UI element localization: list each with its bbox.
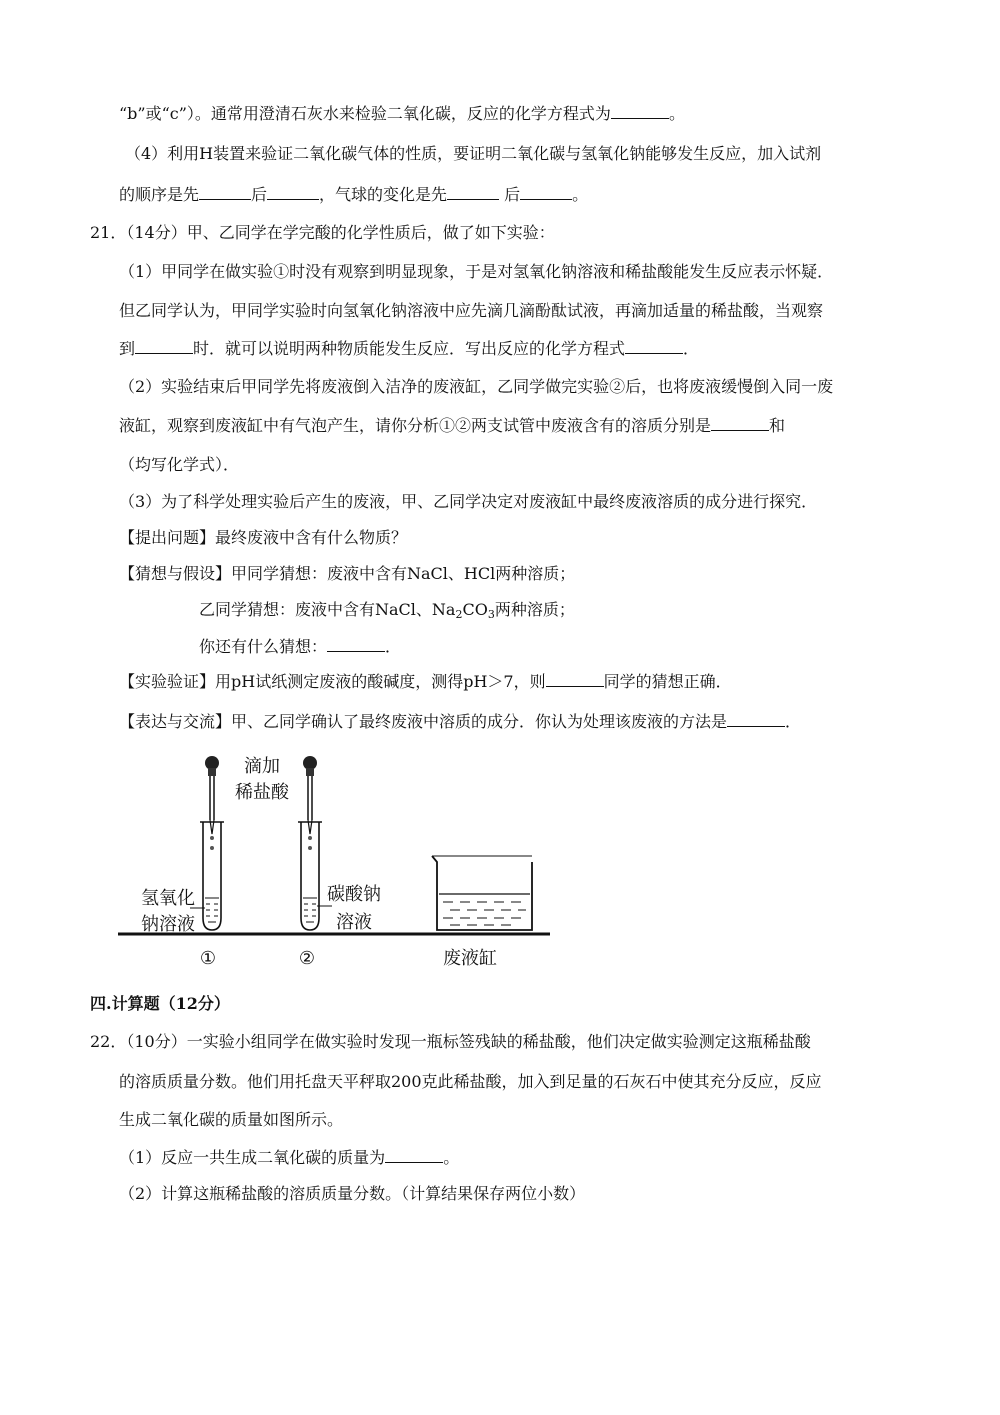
drop-label-1: 滴加: [244, 756, 280, 777]
hypothesis-yi: 乙同学猜想：废液中含有NaCl、$Na_2CO_3$两种溶质；: [199, 600, 575, 621]
question-21-header: 21．（14分）甲、乙同学在学完酸的化学性质后，做了如下实验：: [90, 223, 555, 242]
question-4-line-1: （4）利用H装置来验证二氧化碳气体的性质，要证明二氧化碳与氢氧化钠能够发生反应，加入试剂: [125, 144, 822, 163]
hypothesis-other: 你还有什么猜想： ．: [199, 637, 402, 656]
question-4-line-2: 的顺序是先 后 ，气球的变化是先 后 。: [119, 185, 589, 204]
experiment-verification: 【实验验证】用pH试纸测定废液的酸碱度，测得pH＞7，则 同学的猜想正确．: [119, 672, 732, 691]
question-21-part3: （3）为了科学处理实验后产生的废液，甲、乙同学决定对废液缸中最终废液溶质的成分进行探究．: [119, 492, 818, 511]
answer-blank[interactable]: [135, 339, 193, 354]
ask-question: 【提出问题】最终废液中含有什么物质？: [119, 528, 408, 547]
question-21-part2-line1: （2）实验结束后甲同学先将废液倒入洁净的废液缸，乙同学做完实验②后，也将废液缓慢倒入同一废: [119, 377, 834, 396]
tube-1-label: ①: [199, 948, 217, 969]
test-tube-1: [200, 822, 224, 930]
question-22-part2: （2）计算这瓶稀盐酸的溶质质量分数。（计算结果保存两位小数）: [119, 1184, 586, 1203]
question-22-line2: 的溶质质量分数。他们用托盘天平秤取200克此稀盐酸，加入到足量的石灰石中使其充分反应，反应: [119, 1072, 822, 1091]
tube-2-label: ②: [298, 948, 316, 969]
answer-blank[interactable]: [611, 104, 669, 119]
line-q3-continuation: “b”或“c”）。通常用澄清石灰水来检验二氧化碳，反应的化学方程式为 。: [119, 104, 685, 123]
hypothesis-jia: 【猜想与假设】甲同学猜想：废液中含有NaCl、HCl两种溶质；: [119, 564, 576, 583]
drop-label-2: 稀盐酸: [235, 782, 289, 803]
answer-blank[interactable]: [520, 185, 572, 200]
beaker-label: 废液缸: [443, 948, 497, 969]
expression-exchange: 【表达与交流】甲、乙同学确认了最终废液中溶质的成分．你认为处理该废液的方法是 ．: [119, 712, 802, 731]
question-22-line3: 生成二氧化碳的质量如图所示。: [119, 1110, 344, 1129]
answer-blank[interactable]: [625, 339, 683, 354]
na2co3-label-1: 碳酸钠: [327, 884, 381, 905]
na2co3-label-2: 溶液: [336, 912, 372, 933]
section-4-heading: 四.计算题（12分）: [90, 994, 230, 1013]
answer-blank[interactable]: [711, 416, 769, 431]
answer-blank[interactable]: [199, 185, 251, 200]
answer-blank[interactable]: [546, 672, 604, 687]
answer-blank[interactable]: [327, 637, 385, 652]
question-22-line1: 22．（10分）一实验小组同学在做实验时发现一瓶标签残缺的稀盐酸，他们决定做实验测定这瓶稀盐酸: [90, 1032, 811, 1051]
question-21-part2-line2: 液缸，观察到废液缸中有气泡产生，请你分析①②两支试管中废液含有的溶质分别是 和: [119, 416, 786, 435]
naoh-label-1: 氢氧化: [141, 888, 195, 909]
answer-blank[interactable]: [447, 185, 499, 200]
naoh-label-2: 钠溶液: [141, 914, 195, 935]
waste-beaker: [432, 856, 532, 930]
question-21-part2-line3: （均写化学式）．: [119, 455, 240, 474]
question-21-part1-line3: 到 时．就可以说明两种物质能发生反应．写出反应的化学方程式 ．: [119, 339, 700, 358]
answer-blank[interactable]: [385, 1148, 443, 1163]
question-21-part1-line2: 但乙同学认为，甲同学实验时向氢氧化钠溶液中应先滴几滴酚酞试液，再滴加适量的稀盐酸，当观察: [119, 301, 824, 320]
question-22-part1: （1）反应一共生成二氧化碳的质量为 。: [119, 1148, 460, 1167]
answer-blank[interactable]: [267, 185, 319, 200]
question-21-part1-line1: （1）甲同学在做实验①时没有观察到明显现象，于是对氢氧化钠溶液和稀盐酸能发生反应表示怀疑．: [119, 262, 834, 281]
test-tube-2: [298, 822, 322, 930]
experiment-figure: [110, 742, 560, 974]
answer-blank[interactable]: [727, 712, 785, 727]
